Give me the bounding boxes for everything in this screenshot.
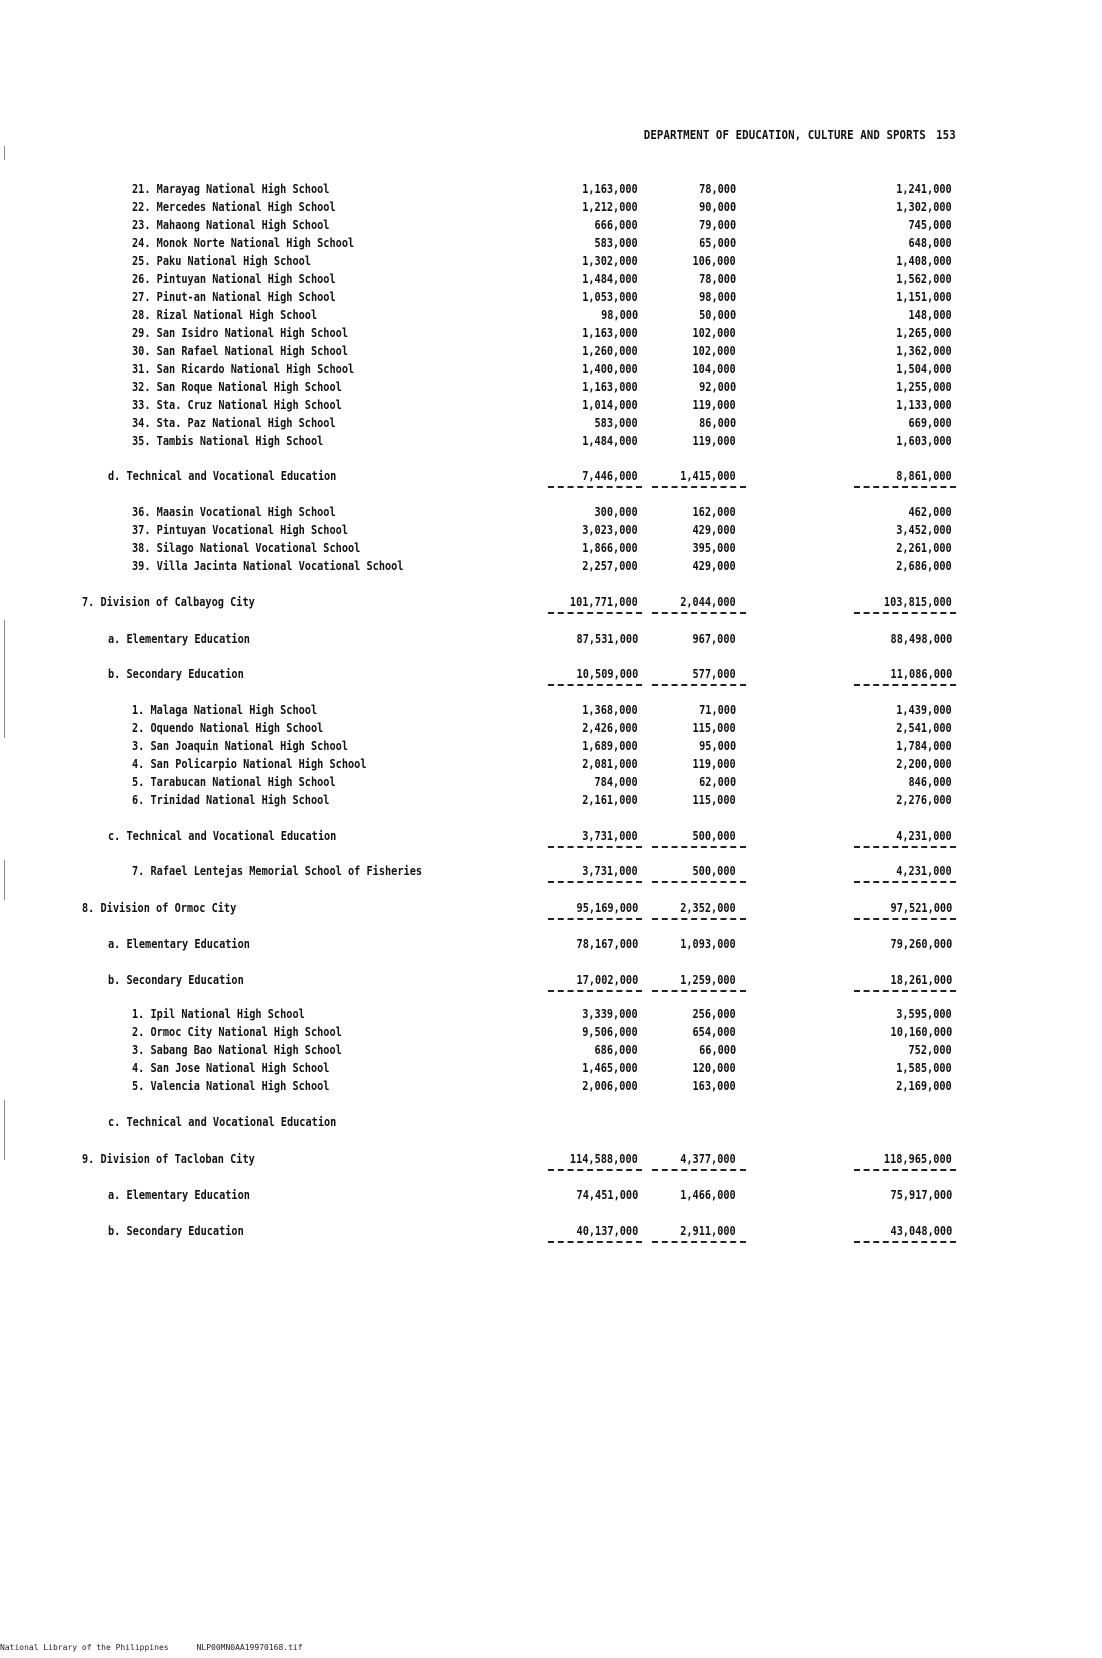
- amount-total: 79,260,000: [890, 936, 952, 951]
- amount-column-1: 3,023,000: [582, 522, 638, 537]
- table-row: [0, 1150, 1102, 1168]
- table-row: [0, 467, 1102, 485]
- amount-column-2: 429,000: [692, 558, 736, 573]
- table-row: [0, 198, 1102, 216]
- amount-total: 2,686,000: [896, 558, 952, 573]
- amount-column-1: 1,163,000: [582, 379, 638, 394]
- table-row: [0, 180, 1102, 198]
- table-row: [0, 306, 1102, 324]
- table-row: [0, 827, 1102, 845]
- row-label: 1. Malaga National High School: [132, 702, 318, 717]
- amount-column-1: 87,531,000: [576, 631, 638, 646]
- table-row: [0, 935, 1102, 953]
- footer-file: NLP00MN0AA19970168.tif: [196, 1643, 303, 1652]
- amount-total: 43,048,000: [890, 1223, 952, 1238]
- amount-column-1: 3,339,000: [582, 1006, 638, 1021]
- amount-column-1: 583,000: [594, 415, 638, 430]
- amount-total: 1,603,000: [896, 433, 952, 448]
- amount-column-1: 9,506,000: [582, 1024, 638, 1039]
- amount-column-1: 1,163,000: [582, 181, 638, 196]
- amount-column-2: 1,259,000: [680, 972, 736, 987]
- amount-column-2: 395,000: [692, 540, 736, 555]
- amount-total: 75,917,000: [890, 1187, 952, 1202]
- row-label: 38. Silago National Vocational School: [132, 540, 361, 555]
- table-row: [0, 378, 1102, 396]
- row-label: 7. Division of Calbayog City: [82, 594, 255, 609]
- row-label: a. Elementary Education: [108, 631, 250, 646]
- table-row: [0, 701, 1102, 719]
- row-label: c. Technical and Vocational Education: [108, 1114, 337, 1129]
- table-row: [0, 773, 1102, 791]
- row-label: 5. Valencia National High School: [132, 1078, 330, 1093]
- row-label: 30. San Rafael National High School: [132, 343, 348, 358]
- scan-margin-mark: [4, 620, 5, 738]
- subtotal-rule: [548, 486, 642, 488]
- subtotal-rule: [854, 846, 956, 848]
- amount-total: 669,000: [908, 415, 952, 430]
- table-row: [0, 719, 1102, 737]
- amount-column-2: 429,000: [692, 522, 736, 537]
- amount-total: 97,521,000: [890, 900, 952, 915]
- page-number: 153: [936, 127, 956, 142]
- scan-margin-mark: [4, 860, 5, 900]
- amount-column-2: 4,377,000: [680, 1151, 736, 1166]
- amount-total: 1,151,000: [896, 289, 952, 304]
- amount-column-1: 2,081,000: [582, 756, 638, 771]
- row-label: 37. Pintuyan Vocational High School: [132, 522, 348, 537]
- row-label: 6. Trinidad National High School: [132, 792, 330, 807]
- amount-column-1: 1,212,000: [582, 199, 638, 214]
- amount-column-2: 967,000: [692, 631, 736, 646]
- scan-margin-mark: [4, 146, 5, 160]
- table-row: [0, 593, 1102, 611]
- amount-column-2: 1,093,000: [680, 936, 736, 951]
- subtotal-rule: [652, 881, 746, 883]
- subtotal-rule: [548, 881, 642, 883]
- row-label: 33. Sta. Cruz National High School: [132, 397, 342, 412]
- subtotal-rule: [854, 881, 956, 883]
- subtotal-rule: [652, 990, 746, 992]
- amount-column-1: 1,302,000: [582, 253, 638, 268]
- amount-column-2: 119,000: [692, 756, 736, 771]
- table-row: [0, 899, 1102, 917]
- table-row: [0, 288, 1102, 306]
- row-label: 25. Paku National High School: [132, 253, 311, 268]
- subtotal-rule: [854, 990, 956, 992]
- amount-column-1: 114,588,000: [570, 1151, 638, 1166]
- table-row: [0, 862, 1102, 880]
- table-row: [0, 665, 1102, 683]
- amount-column-2: 92,000: [698, 379, 736, 394]
- row-label: b. Secondary Education: [108, 666, 244, 681]
- amount-total: 3,452,000: [896, 522, 952, 537]
- subtotal-rule: [548, 918, 642, 920]
- subtotal-rule: [854, 918, 956, 920]
- subtotal-rule: [548, 684, 642, 686]
- amount-column-1: 784,000: [594, 774, 638, 789]
- amount-column-1: 1,465,000: [582, 1060, 638, 1075]
- row-label: 7. Rafael Lentejas Memorial School of Fisheries: [132, 863, 423, 878]
- page-header: [644, 127, 956, 142]
- table-row: [0, 539, 1102, 557]
- amount-column-2: 78,000: [698, 181, 736, 196]
- amount-total: 752,000: [908, 1042, 952, 1057]
- amount-column-2: 2,352,000: [680, 900, 736, 915]
- table-row: [0, 791, 1102, 809]
- amount-column-1: 3,731,000: [582, 828, 638, 843]
- amount-total: 2,276,000: [896, 792, 952, 807]
- amount-column-2: 256,000: [692, 1006, 736, 1021]
- amount-total: 2,169,000: [896, 1078, 952, 1093]
- amount-column-1: 101,771,000: [570, 594, 638, 609]
- amount-total: 1,585,000: [896, 1060, 952, 1075]
- subtotal-rule: [548, 1169, 642, 1171]
- table-row: [0, 414, 1102, 432]
- table-row: [0, 1023, 1102, 1041]
- amount-total: 1,302,000: [896, 199, 952, 214]
- amount-column-2: 106,000: [692, 253, 736, 268]
- row-label: 9. Division of Tacloban City: [82, 1151, 255, 1166]
- subtotal-rule: [652, 918, 746, 920]
- amount-column-1: 1,689,000: [582, 738, 638, 753]
- row-label: 5. Tarabucan National High School: [132, 774, 336, 789]
- amount-column-2: 163,000: [692, 1078, 736, 1093]
- amount-total: 745,000: [908, 217, 952, 232]
- amount-total: 1,562,000: [896, 271, 952, 286]
- table-row: [0, 1005, 1102, 1023]
- row-label: d. Technical and Vocational Education: [108, 468, 337, 483]
- amount-column-2: 115,000: [692, 720, 736, 735]
- amount-column-2: 500,000: [692, 863, 736, 878]
- amount-column-1: 300,000: [594, 504, 638, 519]
- amount-column-1: 1,368,000: [582, 702, 638, 717]
- amount-column-1: 2,257,000: [582, 558, 638, 573]
- table-row: [0, 630, 1102, 648]
- amount-total: 4,231,000: [896, 863, 952, 878]
- amount-column-1: 78,167,000: [576, 936, 638, 951]
- table-row: [0, 557, 1102, 575]
- amount-column-2: 1,415,000: [680, 468, 736, 483]
- amount-total: 1,241,000: [896, 181, 952, 196]
- amount-column-2: 654,000: [692, 1024, 736, 1039]
- amount-total: 103,815,000: [884, 594, 952, 609]
- subtotal-rule: [548, 846, 642, 848]
- header-title: DEPARTMENT OF EDUCATION, CULTURE AND SPORTS: [643, 127, 926, 142]
- row-label: 8. Division of Ormoc City: [82, 900, 237, 915]
- amount-total: 1,784,000: [896, 738, 952, 753]
- subtotal-rule: [652, 1241, 746, 1243]
- table-row: [0, 234, 1102, 252]
- footer-library: National Library of the Philippines: [0, 1643, 169, 1652]
- amount-column-1: 98,000: [600, 307, 638, 322]
- row-label: c. Technical and Vocational Education: [108, 828, 337, 843]
- row-label: 4. San Jose National High School: [132, 1060, 330, 1075]
- amount-column-1: 666,000: [594, 217, 638, 232]
- amount-total: 1,362,000: [896, 343, 952, 358]
- amount-column-2: 500,000: [692, 828, 736, 843]
- amount-total: 648,000: [908, 235, 952, 250]
- row-label: b. Secondary Education: [108, 972, 244, 987]
- row-label: 3. San Joaquin National High School: [132, 738, 348, 753]
- amount-column-2: 102,000: [692, 325, 736, 340]
- amount-total: 8,861,000: [896, 468, 952, 483]
- amount-total: 18,261,000: [890, 972, 952, 987]
- amount-column-2: 50,000: [698, 307, 736, 322]
- table-row: [0, 324, 1102, 342]
- subtotal-rule: [854, 684, 956, 686]
- amount-column-2: 2,911,000: [680, 1223, 736, 1238]
- amount-column-2: 62,000: [698, 774, 736, 789]
- amount-column-1: 95,169,000: [576, 900, 638, 915]
- table-row: [0, 270, 1102, 288]
- table-row: [0, 1186, 1102, 1204]
- scan-margin-mark: [4, 1100, 5, 1160]
- amount-column-2: 98,000: [698, 289, 736, 304]
- amount-total: 2,541,000: [896, 720, 952, 735]
- row-label: 21. Marayag National High School: [132, 181, 330, 196]
- amount-column-2: 79,000: [698, 217, 736, 232]
- table-row: [0, 971, 1102, 989]
- row-label: 1. Ipil National High School: [132, 1006, 305, 1021]
- table-row: [0, 737, 1102, 755]
- amount-column-2: 577,000: [692, 666, 736, 681]
- subtotal-rule: [854, 486, 956, 488]
- table-row: [0, 342, 1102, 360]
- amount-column-2: 1,466,000: [680, 1187, 736, 1202]
- amount-column-2: 95,000: [698, 738, 736, 753]
- amount-total: 3,595,000: [896, 1006, 952, 1021]
- amount-total: 4,231,000: [896, 828, 952, 843]
- row-label: 22. Mercedes National High School: [132, 199, 336, 214]
- subtotal-rule: [548, 612, 642, 614]
- row-label: b. Secondary Education: [108, 1223, 244, 1238]
- amount-column-2: 104,000: [692, 361, 736, 376]
- amount-column-2: 119,000: [692, 397, 736, 412]
- table-row: [0, 252, 1102, 270]
- amount-column-1: 1,400,000: [582, 361, 638, 376]
- amount-column-2: 2,044,000: [680, 594, 736, 609]
- amount-column-1: 2,426,000: [582, 720, 638, 735]
- row-label: 27. Pinut-an National High School: [132, 289, 336, 304]
- amount-total: 1,265,000: [896, 325, 952, 340]
- row-label: 3. Sabang Bao National High School: [132, 1042, 342, 1057]
- amount-column-1: 2,161,000: [582, 792, 638, 807]
- row-label: a. Elementary Education: [108, 1187, 250, 1202]
- amount-column-1: 1,484,000: [582, 433, 638, 448]
- amount-total: 88,498,000: [890, 631, 952, 646]
- amount-column-1: 1,014,000: [582, 397, 638, 412]
- amount-column-1: 1,484,000: [582, 271, 638, 286]
- subtotal-rule: [854, 1169, 956, 1171]
- amount-column-1: 7,446,000: [582, 468, 638, 483]
- row-label: 34. Sta. Paz National High School: [132, 415, 336, 430]
- subtotal-rule: [548, 1241, 642, 1243]
- table-row: [0, 755, 1102, 773]
- table-row: [0, 1222, 1102, 1240]
- amount-column-1: 17,002,000: [576, 972, 638, 987]
- amount-total: 1,504,000: [896, 361, 952, 376]
- table-row: [0, 1113, 1102, 1131]
- subtotal-rule: [652, 846, 746, 848]
- amount-total: 2,261,000: [896, 540, 952, 555]
- table-row: [0, 1059, 1102, 1077]
- subtotal-rule: [652, 612, 746, 614]
- amount-total: 10,160,000: [890, 1024, 952, 1039]
- row-label: 36. Maasin Vocational High School: [132, 504, 336, 519]
- amount-column-2: 86,000: [698, 415, 736, 430]
- row-label: 2. Oquendo National High School: [132, 720, 324, 735]
- row-label: 4. San Policarpio National High School: [132, 756, 367, 771]
- amount-column-2: 71,000: [698, 702, 736, 717]
- amount-total: 1,408,000: [896, 253, 952, 268]
- row-label: 2. Ormoc City National High School: [132, 1024, 342, 1039]
- row-label: 31. San Ricardo National High School: [132, 361, 355, 376]
- amount-column-2: 162,000: [692, 504, 736, 519]
- row-label: a. Elementary Education: [108, 936, 250, 951]
- amount-column-1: 40,137,000: [576, 1223, 638, 1238]
- subtotal-rule: [548, 990, 642, 992]
- amount-column-2: 66,000: [698, 1042, 736, 1057]
- subtotal-rule: [652, 684, 746, 686]
- amount-column-1: 583,000: [594, 235, 638, 250]
- amount-column-2: 115,000: [692, 792, 736, 807]
- table-row: [0, 1041, 1102, 1059]
- table-row: [0, 1077, 1102, 1095]
- amount-total: 11,086,000: [890, 666, 952, 681]
- amount-column-1: 686,000: [594, 1042, 638, 1057]
- amount-column-1: 74,451,000: [576, 1187, 638, 1202]
- amount-column-2: 78,000: [698, 271, 736, 286]
- table-row: [0, 432, 1102, 450]
- amount-total: 1,439,000: [896, 702, 952, 717]
- subtotal-rule: [652, 486, 746, 488]
- amount-total: 118,965,000: [884, 1151, 952, 1166]
- amount-column-2: 102,000: [692, 343, 736, 358]
- amount-column-1: 3,731,000: [582, 863, 638, 878]
- table-row: [0, 396, 1102, 414]
- row-label: 23. Mahaong National High School: [132, 217, 330, 232]
- subtotal-rule: [652, 1169, 746, 1171]
- amount-total: 2,200,000: [896, 756, 952, 771]
- table-row: [0, 521, 1102, 539]
- amount-total: 148,000: [908, 307, 952, 322]
- amount-column-1: 1,163,000: [582, 325, 638, 340]
- row-label: 28. Rizal National High School: [132, 307, 318, 322]
- table-row: [0, 216, 1102, 234]
- row-label: 29. San Isidro National High School: [132, 325, 348, 340]
- row-label: 39. Villa Jacinta National Vocational School: [132, 558, 404, 573]
- table-row: [0, 360, 1102, 378]
- row-label: 26. Pintuyan National High School: [132, 271, 336, 286]
- amount-total: 846,000: [908, 774, 952, 789]
- amount-column-2: 120,000: [692, 1060, 736, 1075]
- amount-total: 1,133,000: [896, 397, 952, 412]
- amount-total: 1,255,000: [896, 379, 952, 394]
- amount-column-1: 1,260,000: [582, 343, 638, 358]
- row-label: 32. San Roque National High School: [132, 379, 342, 394]
- amount-column-1: 2,006,000: [582, 1078, 638, 1093]
- row-label: 24. Monok Norte National High School: [132, 235, 355, 250]
- amount-column-1: 1,053,000: [582, 289, 638, 304]
- subtotal-rule: [854, 1241, 956, 1243]
- page-footer: [0, 1643, 331, 1652]
- amount-column-2: 90,000: [698, 199, 736, 214]
- amount-column-1: 10,509,000: [576, 666, 638, 681]
- amount-column-2: 65,000: [698, 235, 736, 250]
- amount-column-1: 1,866,000: [582, 540, 638, 555]
- subtotal-rule: [854, 612, 956, 614]
- amount-column-2: 119,000: [692, 433, 736, 448]
- amount-total: 462,000: [908, 504, 952, 519]
- table-row: [0, 503, 1102, 521]
- row-label: 35. Tambis National High School: [132, 433, 324, 448]
